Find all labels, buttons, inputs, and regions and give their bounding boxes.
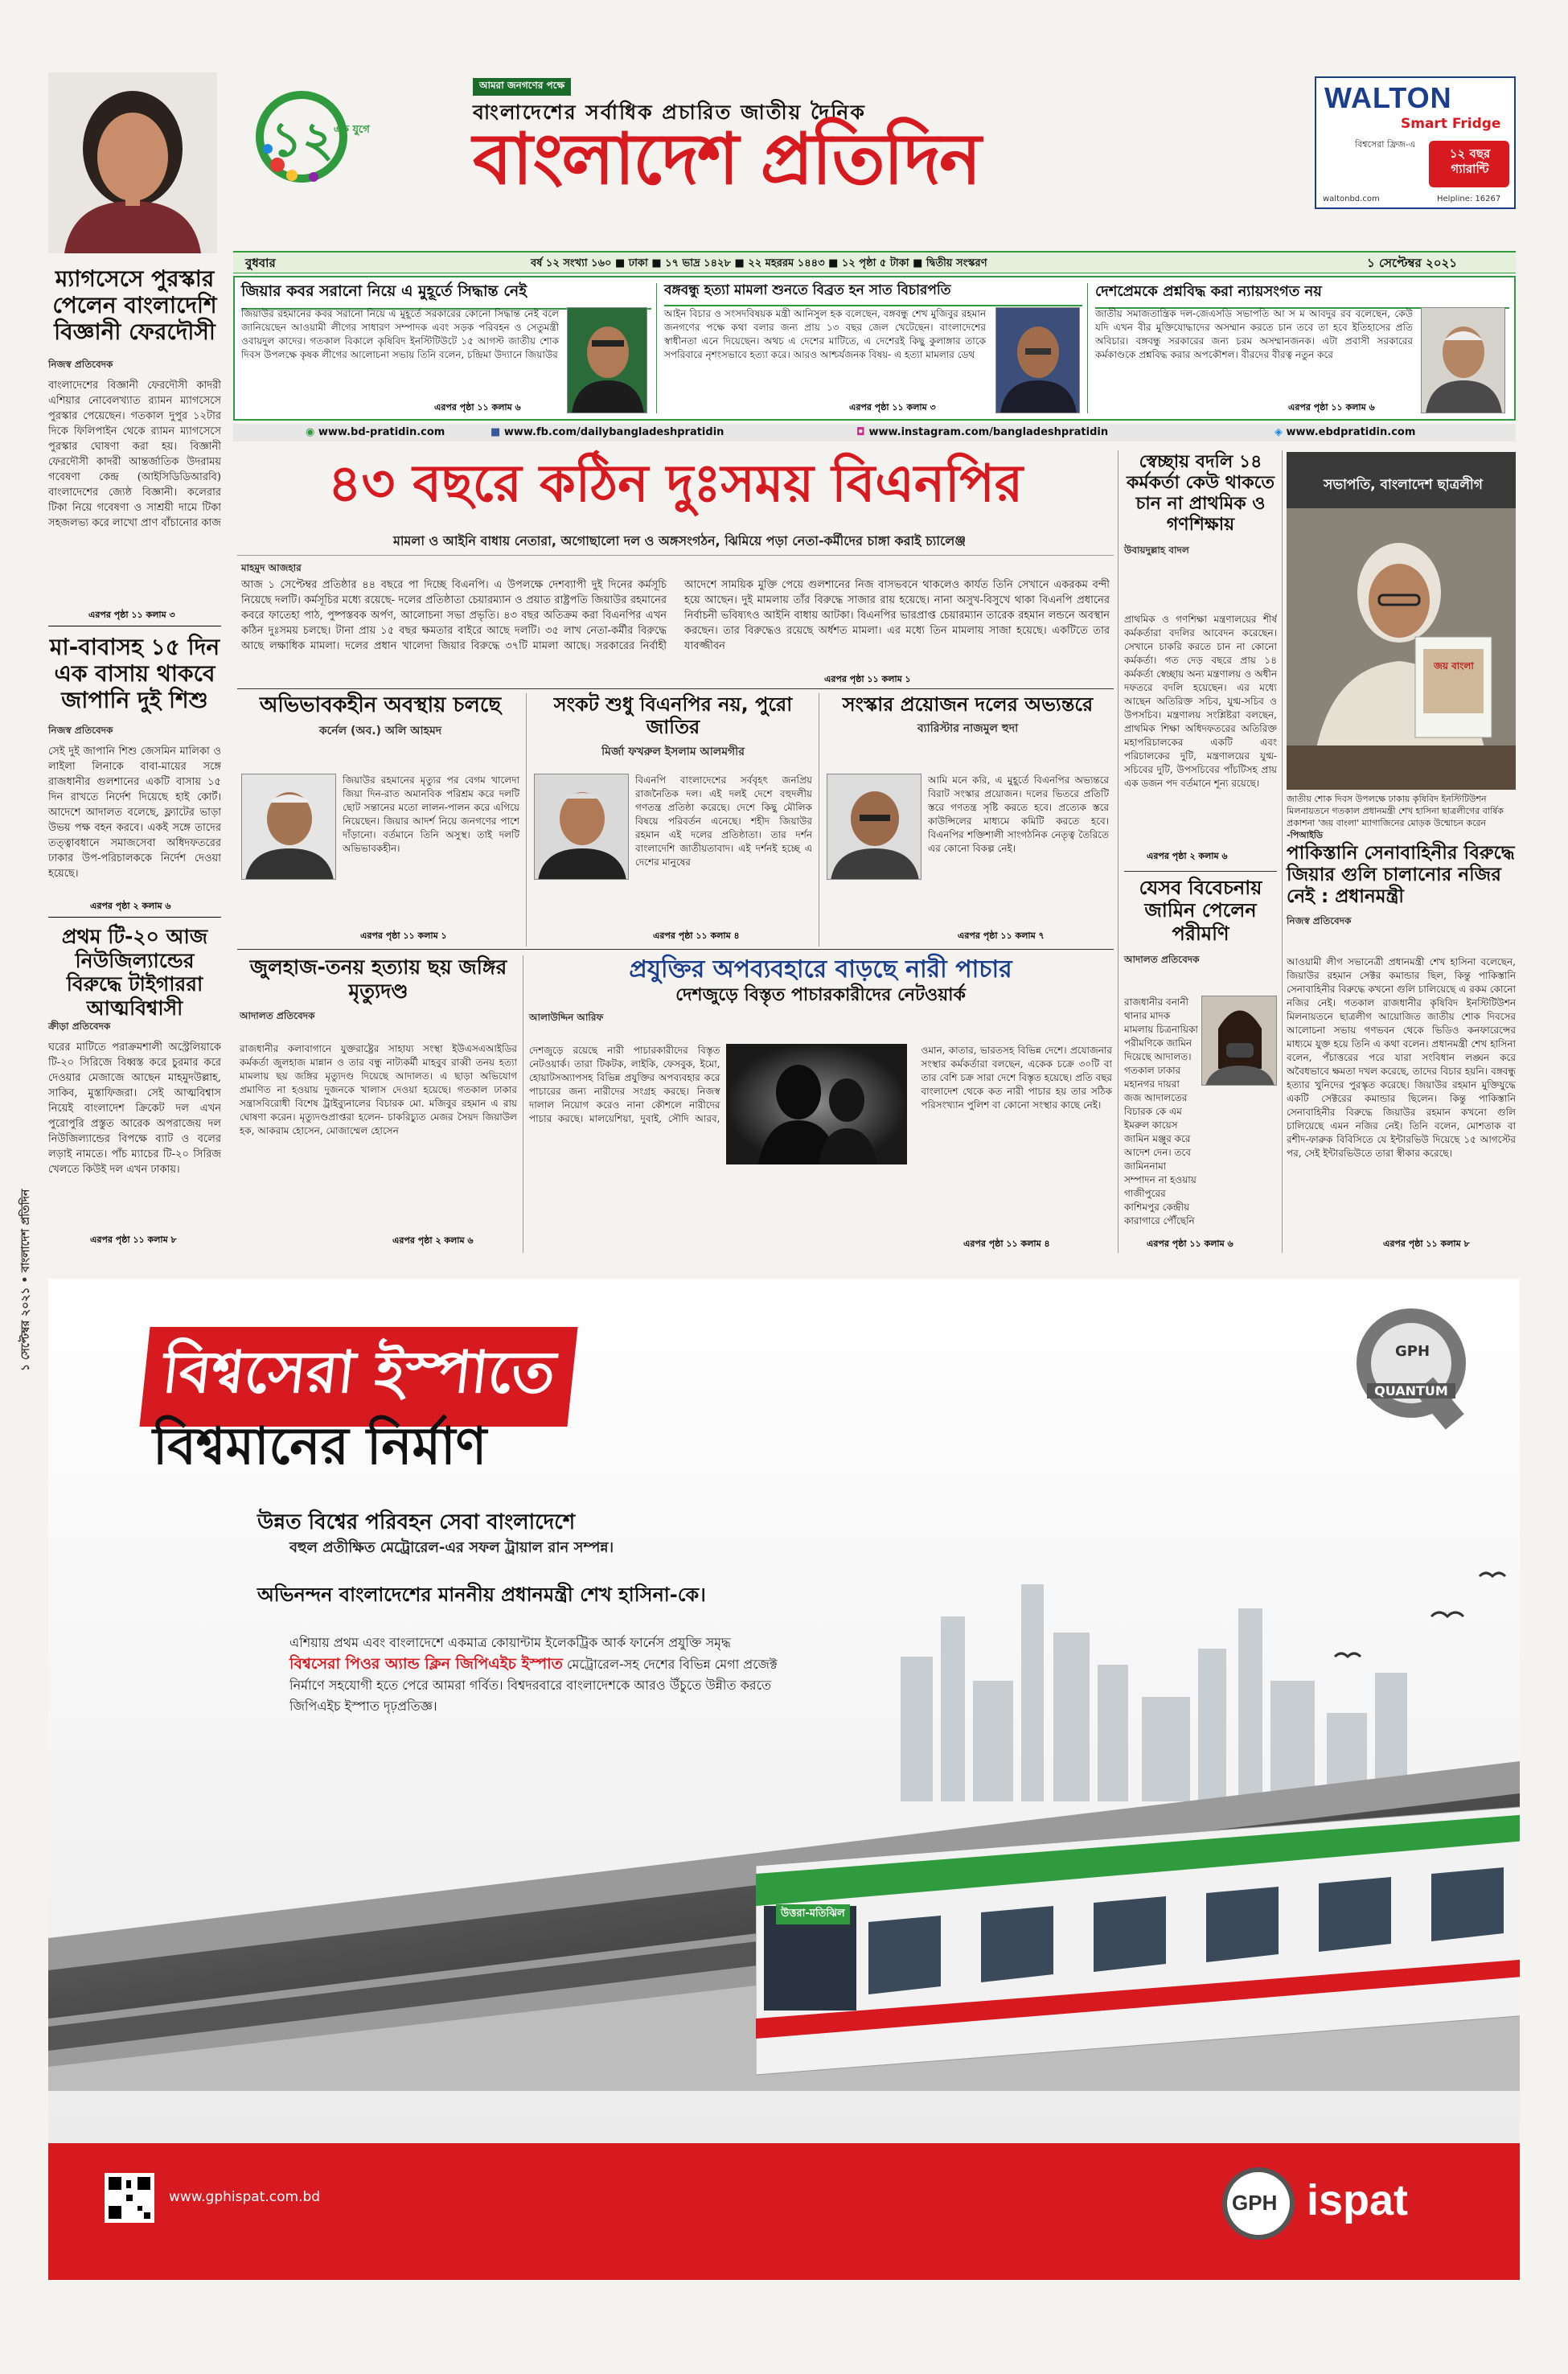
pm-story-block[interactable]: পাকিস্তানি সেনাবাহিনীর বিরুদ্ধে জিয়ার গুলি চালানোর নজির নেই : প্রধানমন্ত্রী নিজস্ব প্রতিবেদক আওয়ামী লীগ সভানেত্রী প্রধানমন্ত্রী শেখ হাসিনা বলেছেন, জিয়াউর রহমান সেক্টর কমান্ডার ছিল, কিন্তু পাকিস্তানি সেনাবাহিনীর বিরুদ্ধে কখনো গুলি চালিয়েছে এ রকম কোনো নজির নেই। গতকাল রাজধানীর কৃষিবিদ ইনস্টিটিউশন মিলনায়তনে ছাত্রলীগ আয়োজিত জাতীয় শোক দিবসের আলোচনা সভায় গণভবন থেকে ভিডিও কনফারেন্সের মাধ্যমে যুক্ত হয়ে তিনি এ কথা বলেন। প্রধানমন্ত্রী শেখ হাসিনা বলেন, পঁচাত্তরের পরে যারা সংবিধান লঙ্ঘন করে অবৈধভাবে ক্ষমতা দখল করেছে, তাদের বিচার হয়নি। বঙ্গবন্ধু হত্যার খুনিদের পুরস্কৃত করেছে। জিয়াউর রহমান মুক্তিযুদ্ধে একটি সেক্টরের কমান্ডার ছিলেন। কিন্তু পাকিস্তানি সেনাবাহিনীর বিরুদ্ধে জিয়াউর রহমান কখনো গুলি চালিয়েছে এমন নজির নেই। তিনি বলেন, মোশতাক বা রশীদ-ফারুক বিবিসিতে যে ইন্টারভিউ দিয়েছে ১৫ আগস্টের পর, সেই ইন্টারভিউতে তারা স্বীকার করেছে। এরপর পৃষ্ঠা ১১ কলাম ৮ [1287,843,1516,1253]
lead-subhead: মামলা ও আইনি বাধায় নেতারা, অগোছালো দল ও অঙ্গসংগঠন, ঝিমিয়ে পড়া নেতা-কর্মীদের চাঙ্গা করাই চ্যালেঞ্জ [392,533,967,548]
teaser-2-photo [995,307,1080,413]
column-divider [1282,450,1283,1253]
quote-2-photo [534,774,629,880]
masthead-logo[interactable]: বাংলাদেশ প্রতিদিন [473,117,980,200]
column-divider [526,693,527,947]
walton-ad[interactable]: WALTON Smart Fridge বিশ্বসেরা ফ্রিজ-এ ১২ বছর গ্যারান্টি waltonbd.com Helpline: 16267 [1315,76,1516,209]
trafficking-story[interactable]: প্রযুক্তির অপব্যবহারে বাড়ছে নারী পাচার দেশজুড়ে বিস্তৃত পাচারকারীদের নেটওয়ার্ক আলাউদ্দিন আরিফ দেশজুড়ে রয়েছে নারী পাচারকারীদের বিস্তৃত নেটওয়ার্ক। তারা টিকটক, লাইকি, ফেসবুক, ইমো, হোয়াটসঅ্যাপসহ বিভিন্ন প্রযুক্তির অপব্যবহার করে পাচারের জন্য নারীদের সংগ্রহ করছে। নিজস্ব দালাল নিয়োগ করেও নানা কৌশলে নারীদের পাচার করছে। মালয়েশিয়া, দুবাই, সৌদি আরব, ওমান, কাতার, ভারতসহ বিভিন্ন দেশে। প্রযোজনার সংস্থার কর্মকর্তারা বলছেন, একেক চক্রে ৩০টি বা তার বেশি চক্র সারা দেশে বিস্তৃত হয়েছে। প্রতি বছর বাংলাদেশ থেকে কত নারী পাচার হয় তার সঠিক পরিসংখ্যান পুলিশ বা কোনো সংস্থার কাছে নেই। এরপর পৃষ্ঠা ১১ কলাম ৪ [529,955,1112,1249]
pm-photo: সভাপতি, বাংলাদেশ ছাত্রলীগ জয় বাংলা [1287,452,1516,790]
quote-2[interactable]: সংকট শুধু বিএনপির নয়, পুরো জাতির মির্জা ফখরুল ইসলাম আলমগীর বিএনপি বাংলাদেশের সর্ববৃহৎ জনপ্রিয় রাজনৈতিক দল। এই দলই দেশে বহুদলীয় গণতন্ত্র প্রতিষ্ঠা করেছে। দেশে কিছু মৌলিক বিষয়ে পরিবর্তন এনেছে। শহীদ জিয়াউর রহমান এই দলের প্রতিষ্ঠাতা। তার দর্শন বাংলাদেশি জাতীয়তাবাদ। এই দর্শনই হচ্ছে এ দেশের মানুষের এরপর পৃষ্ঠা ১১ কলাম ৪ [532,693,814,947]
sidebar-story2-cont[interactable]: এরপর পৃষ্ঠা ২ কলাম ৬ [90,901,171,911]
teaser-3-photo [1421,307,1505,413]
globe-icon: ◉ [306,426,318,438]
teaser-3[interactable]: দেশপ্রেমকে প্রশ্নবিদ্ধ করা ন্যায়সংগত নয় জাতীয় সমাজতান্ত্রিক দল-জেএসডি সভাপতি আ স ম আবদুর রব বলেছেন, কেউ যদি এখন বীর মুক্তিযোদ্ধাদের অসম্মান করতে চান তবে তা হবে ইতিহাসের প্রতি অবিচার। বঙ্গবন্ধু সরকারের জন্য চরম অসম্মানজনক। এটা প্রবাসী সরকারের কর্মকাণ্ডকে প্রশ্নবিদ্ধ করার অপকৌশল। বীরদের বীরত্ব নতুন করে এরপর পৃষ্ঠা ১১ কলাম ৬ [1095,280,1509,417]
quote-3[interactable]: সংস্কার প্রয়োজন দলের অভ্যন্তরে ব্যারিস্টার নাজমুল হুদা আমি মনে করি, এ মুহূর্তে বিএনপির অভ্যন্তরে বিরাট সংস্কার প্রয়োজন। দলের ভিতরে প্রতিটি স্তরে গণতন্ত্র সৃষ্টি করতে হবে। প্রত্যেক স্তরে কাউন্সিলের মাধ্যমে কমিটি করতে হবে। বিএনপির শক্তিশালী সাংগঠনিক নেতৃত্ব তৈরিতে এর কোনো বিকল্প নেই। এরপর পৃষ্ঠা ১১ কলাম ৭ [825,693,1110,947]
ad-para: এশিয়ায় প্রথম এবং বাংলাদেশে একমাত্র কোয়ান্টাম ইলেকট্রিক আর্ক ফার্নেস প্রযুক্তি সমৃদ্ধ বিশ্বসেরা পিওর অ্যান্ড ক্লিন জিপিএইচ ইস্পাত মেট্রোরেল-সহ দেশের বিভিন্ন মেগা প্রজেক্ট নির্মাণে সহযোগী হতে পেরে আমরা গর্বিত। বিশ্বদরবারে বাংলাদেশকে আরও উঁচুতে উন্নীত করতে জিপিএইচ ইস্পাত দৃঢ়প্রতিজ্ঞ। [289,1635,778,1714]
dateline-day: বুধবার [245,256,276,270]
quote-1[interactable]: অভিভাবকহীন অবস্থায় চলছে কর্নেল (অব.) অলি আহমদ জিয়াউর রহমানের মৃত্যুর পর বেগম খালেদা জিয়া দিন-রাত অমানবিক পরিশ্রম করে দলটি ছোট সন্তানের মতো লালন-পালন করে এগিয়ে নিয়েছেন। জিয়ার আদর্শ নিয়ে জনগণের পাশে দাঁড়ানো। বর্তমানে তিনি অসুস্থ। তাই দলটি অভিভাবকহীন। এরপর পৃষ্ঠা ১১ কলাম ১ [240,693,521,947]
anniversary-badge: ১২ এক যুগে [253,88,374,185]
gph-ad[interactable] [48,1279,1520,2280]
quote-1-photo [241,774,336,880]
quote-3-photo [827,774,922,880]
lead-byline: মাহমুদ আজহার [241,562,302,573]
masthead-tagline-small: আমরা জনগণের পক্ষে [473,78,571,96]
facebook-icon: ■ [491,426,504,438]
sidebar-story3-headline[interactable]: প্রথম টি-২০ আজ নিউজিল্যান্ডের বিরুদ্ধে টাইগাররা আত্মবিশ্বাসী [61,925,208,1020]
ad-line2: বহুল প্রতীক্ষিত মেট্রোরেল-এর সফল ট্রায়াল রান সম্পন্ন। [289,1539,614,1556]
teaser-1-photo [567,307,647,413]
lead-cont[interactable]: এরপর পৃষ্ঠা ১১ কলাম ১ [824,674,911,684]
sidebar-story1-cont[interactable]: এরপর পৃষ্ঠা ১১ কলাম ৩ [88,610,175,620]
epaper-icon: ◈ [1275,426,1287,438]
col5-story1[interactable]: স্বেচ্ছায় বদলি ১৪ কর্মকর্তা কেউ থাকতে চান না প্রাথমিক ও গণশিক্ষায় উবায়দুল্লাহ বাদল প্রাথমিক ও গণশিক্ষা মন্ত্রণালয়ের শীর্ষ কর্মকর্তারা বদলির আবেদন করেছেন। সেখানে চাকরি করতে চান না কোনো কর্মকর্তা। গত দেড় বছরে প্রায় ১৪ কর্মকর্তা স্বেচ্ছায় অন্য মন্ত্রণালয় ও অধীন দফতরে বদলি হয়েছেন। এর মধ্যে আছেন অতিরিক্ত সচিব, যুগ্ম-সচিব ও উপসচিব। মন্ত্রণালয় সংশ্লিষ্টরা বলছেন, প্রাথমিক শিক্ষা অধিদফতরের অতিরিক্ত মহাপরিচালকের একটি এবং পরিচালকের দুটি, মন্ত্রণালয়ের যুগ্ম-সচিবের দুটি, উপসচিবের পাঁচটিসহ প্রায় এক ডজন পদ বর্তমানে শূন্য রয়েছে। এরপর পৃষ্ঠা ২ কলাম ৬ [1124,452,1277,861]
train-destination: উত্তরা-মতিঝিল [776,1904,850,1924]
qr-code[interactable] [105,2173,154,2223]
sidebar-story1-body: বাংলাদেশের বিজ্ঞানী ফেরদৌসী কাদরী এশিয়ার নোবেলখ্যাত র‍্যামন ম্যাগসেসে পুরস্কার পেয়েছেন। গতকাল দুপুর ১২টার দিকে ফিলিপাইন থেকে র‍্যামন ম্যাগসেসে পুরস্কার ঘোষণা করা হয়। বিজ্ঞানী ফেরদৌসী কাদরী আন্তর্জাতিক উদরাময় গবেষণা কেন্দ্র (আইসিডিডিআরবি) বাংলাদেশের জ্যেষ্ঠ বিজ্ঞানী। কলেরার টিকা নিয়ে গবেষণা ও সাশ্রয়ী দামে টিকা সহজলভ্য করে লাখো প্রাণ বাঁচানোর কাজ [48,380,221,529]
column-divider [1118,450,1119,1253]
page-folio: ১ সেপ্টেম্বর ২০২১ • বাংলাদেশ প্রতিদিন [19,1189,32,1371]
lead-body: আজ ১ সেপ্টেম্বর প্রতিষ্ঠার ৪৪ বছরে পা দিচ্ছে বিএনপি। এ উপলক্ষে দেশব্যাপী দুই দিনের কর্মসূচি নিয়েছে দলটি। কর্মসূচির মধ্যে রয়েছে- দলের প্রতিষ্ঠাতা চেয়ারম্যান ও প্রয়াত রাষ্ট্রপতি জিয়াউর রহমানের কবরে ফাতেহা পাঠ, পুষ্পস্তবক অর্পণ, আলোচনা সভা প্রভৃতি। ৪৩ বছর অতিক্রম করা বিএনপির এখন কঠিন দুঃসময় চলছে। টানা প্রায় ১৫ বছর ক্ষমতার বাইরে আছে দলটি। ৩৫ লাখ নেতা-কর্মীর বিরুদ্ধে আছে লক্ষাধিক মামলা। দলের প্রধান খালেদা জিয়ার বিরুদ্ধে ৩৭টি মামলা আছে। সরকারের নির্বাহী আদেশে সাময়িক মুক্তি পেয়ে গুলশানের নিজ বাসভবনে থাকলেও কার্যত তিনি সেখানে একরকম বন্দী হয়ে আছেন। দুই মামলায় তাঁর বিরুদ্ধে সাজার রায় হয়েছে। নানা অসুখ-বিসুখে থাকা বিএনপি প্রধানের নির্বাচনী ভবিষ্যৎও আইনি বাধায় আটকা। বিএনপির ভারপ্রাপ্ত চেয়ারম্যান তারেক রহমান লন্ডনে অবস্থান করছেন। তার বিরুদ্ধেও রয়েছে অর্ধশত মামলা। এর মধ্যে তিন মামলায় সাজা হয়েছে। একটিতে তার যাবজ্জীবন [241,579,1110,652]
lead-bottom-rule [237,688,1114,689]
ad-line1: উন্নত বিশ্বের পরিবহন সেবা বাংলাদেশে [257,1510,576,1534]
teaser-divider [656,283,657,413]
social-epaper-link[interactable]: ◈ www.ebdpratidin.com [1275,426,1416,438]
parimoni-photo [1201,996,1277,1086]
social-insta-link[interactable]: ◘ www.instagram.com/bangladeshpratidin [856,426,1109,438]
sidebar-story3-body: ঘরের মাটিতে পরাক্রমশালী অস্ট্রেলিয়াকে টি-২০ সিরিজে বিধ্বস্ত করে চুরমার করে দেওয়ার মেজাজে আছেন মাহমুদউল্লাহ, সাকিব, মুস্তাফিজরা। সেই আত্মবিশ্বাস নিয়েই বাংলাদেশ ক্রিকেট দল এখন পুরোপুরি প্রস্তুত আরেক অপরাজেয় দল নিউজিল্যান্ডের বিপক্ষে ব্যাট ও বলের লড়াই নামতে। পাঁচ ম্যাচের টি-২০ সিরিজ খেলতে কিউই দল এখন ঢাকায়। [48,1041,221,1176]
scientist-portrait [48,72,217,253]
lead-rule [237,555,1114,556]
dateline-issue: বর্ষ ১২ সংখ্যা ১৬০ ■ ঢাকা ■ ১৭ ভাদ্র ১৪২৮ ■ ২২ মহররম ১৪৪৩ ■ ১২ পৃষ্ঠা ৫ টাকা ■ দ্বিতীয় সংস্করণ [531,257,987,269]
ad-congrats: অভিনন্দন বাংলাদেশের মাননীয় প্রধানমন্ত্রী শেখ হাসিনা-কে। [257,1583,706,1606]
social-web-link[interactable]: ◉ www.bd-pratidin.com [306,426,445,438]
sidebar-story1-byline: নিজস্ব প্রতিবেদক [48,359,113,370]
pm-photo-caption: জাতীয় শোক দিবস উপলক্ষে ঢাকায় কৃষিবিদ ইনস্টিটিউশন মিলনায়তনে গতকাল প্রধানমন্ত্রী শেখ হাসিনা ছাত্রলীগের বার্ষিক প্রকাশনা 'জয় বাংলা' ম্যাগাজিনের মোড়ক উন্মোচন করেন -পিআইডি [1287,794,1504,840]
sidebar-story2-headline[interactable]: মা-বাবাসহ ১৫ দিন এক বাসায় থাকবে জাপানি দুই শিশু [49,634,220,714]
teaser-divider [1087,283,1088,413]
sidebar-story3-cont[interactable]: এরপর পৃষ্ঠা ১১ কলাম ৮ [90,1234,177,1245]
verdict-story[interactable]: জুলহাজ-তনয় হত্যায় ছয় জঙ্গির মৃত্যুদণ্ড আদালত প্রতিবেদক রাজধানীর কলাবাগানে যুক্তরাষ্ট্রের সাহায্য সংস্থা ইউএসএআইডির কর্মকর্তা জুলহাজ মান্নান ও তার বন্ধু নাট্যকর্মী মাহবুব রাব্বী তনয় হত্যা মামলায় ছয় জঙ্গির মৃত্যুদণ্ড দিয়েছে আদালত। এ ছাড়া অভিযোগ প্রমাণিত না হওয়ায় দুজনকে খালাস দেওয়া হয়েছে। গতকাল ঢাকার সন্ত্রাসবিরোধী বিশেষ ট্রাইব্যুনালের বিচারক মো. মজিবুর রহমান এ রায় ঘোষণা করেন। মৃত্যুদণ্ডপ্রাপ্তরা হলেন- চাকরিচ্যুত মেজর সৈয়দ জিয়াউল হক, আকরাম হোসেন, মোজাম্মেল হোসেন এরপর পৃষ্ঠা ২ কলাম ৬ [240,955,517,1246]
social-fb-link[interactable]: ■ www.fb.com/dailybangladeshpratidin [491,426,724,438]
teaser-1[interactable]: জিয়ার কবর সরানো নিয়ে এ মুহূর্তে সিদ্ধান্ত নেই জিয়াউর রহমানের কবর সরানো নিয়ে এ মুহূর্তে সরকারের কোনো সিদ্ধান্ত নেই বলে জানিয়েছেন আওয়ামী লীগের সাধারণ সম্পাদক এবং সড়ক পরিবহন ও সেতুমন্ত্রী ওবায়দুল কাদের। গতকাল বিকালে কৃষিবিদ ইনস্টিটিউটে ১৫ আগস্ট জাতীয় শোক দিবস উপলক্ষে কৃষক লীগের আলোচনা সভায় তিনি বলেন, চন্দ্রিমা উদ্যানে জিয়াউর এরপর পৃষ্ঠা ১১ কলাম ৬ [241,280,651,417]
teaser-2[interactable]: বঙ্গবন্ধু হত্যা মামলা শুনতে বিব্রত হন সাত বিচারপতি আইন বিচার ও সংসদবিষয়ক মন্ত্রী আনিসুল হক বলেছেন, বঙ্গবন্ধু শেখ মুজিবুর রহমান জনগণের পক্ষে কথা বলার জন্য প্রায় ১৩ বছর জেল খেটেছেন। বাংলাদেশের স্বাধীনতা এনে দিয়েছেন। অথচ এ দেশের মাটিতে, এ দেশেরই কিছু কুলাঙ্গার তাকে সপরিবারে নৃশংসভাবে হত্যা করে। আরও আশ্চর্যজনক বিষয়- এ হত্যা মামলার ডেথ এরপর পৃষ্ঠা ১১ কলাম ৩ [664,280,1082,417]
ad-headline-2: বিশ্বমানের নির্মাণ [153,1417,487,1477]
ad-headline-1: বিশ্বসেরা ইস্পাতে [139,1327,577,1427]
quotes-bottom-rule [237,949,1114,950]
lead-headline[interactable]: ৪৩ বছরে কঠিন দুঃসময় বিএনপির [327,454,1024,514]
dateline-date: ১ সেপ্টেম্বর ২০২১ [1367,256,1457,270]
quantum-logo: GPH QUANTUM [1351,1303,1472,1431]
instagram-icon: ◘ [856,426,869,438]
metro-train [756,1753,1520,2091]
sidebar-story3-byline: ক্রীড়া প্রতিবেদক [48,1021,111,1032]
ad-website-link[interactable]: www.gphispat.com.bd [169,2189,321,2205]
masthead-tagline: বাংলাদেশের সর্বাধিক প্রচারিত জাতীয় দৈনিক [473,101,866,124]
sidebar-story1-headline[interactable]: ম্যাগসেসে পুরস্কার পেলেন বাংলাদেশি বিজ্ঞানী ফেরদৌসী [52,265,217,346]
col5-divider [1124,871,1277,872]
sidebar-divider [48,917,221,918]
sidebar-story2-body: সেই দুই জাপানি শিশু জেসমিন মালিকা ও লাইলা লিনাকে বাবা-মায়ের সঙ্গে রাজধানীর গুলশানের একটি বাসায় ১৫ দিন রাখতে নির্দেশ দিয়েছে হাই কোর্ট। আদেশে আদালত বলেছে, ফ্ল্যাটের ভাড়া উভয় পক্ষ বহন করবে। একই সঙ্গে তাদের তত্ত্বাবধানে সমাজসেবা অধিদফতরের ঢাকার উপ-পরিচালককে নির্দেশ দেওয়া হয়েছে। [48,745,221,880]
gph-ispat-logo[interactable]: GPH ispat [1222,2163,1480,2244]
col5-story2[interactable]: যেসব বিবেচনায় জামিন পেলেন পরীমণি আদালত প্রতিবেদক রাজধানীর বনানী থানার মাদক মামলায় চিত্রনায়িকা পরীমণিকে জামিন দিয়েছে আদালত। গতকাল ঢাকার মহানগর দায়রা জজ আদালতের বিচারক কে এম ইমরুল কায়েস জামিন মঞ্জুর করে আদেশ দেন। তবে জামিননামা সম্পাদন না হওয়ায় গাজীপুরের কাশিমপুর কেন্দ্রীয় কারাগারে পৌঁছেনি এরপর পৃষ্ঠা ১১ কলাম ৬ [1124,877,1277,1253]
sidebar-story2-byline: নিজস্ব প্রতিবেদক [48,725,113,736]
